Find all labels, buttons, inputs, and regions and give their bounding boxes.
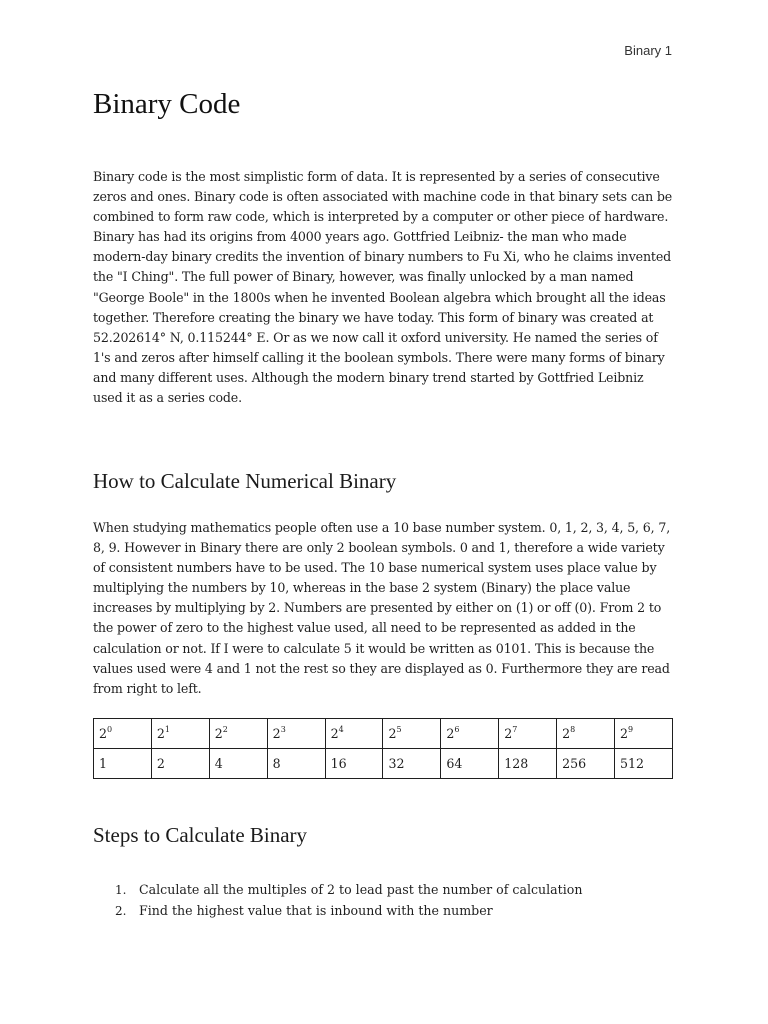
table-cell-power: $2^6$ (441, 719, 499, 749)
table-cell-value: 128 (499, 749, 557, 779)
table-cell-value: 1 (94, 749, 152, 779)
table-cell-value: 32 (383, 749, 441, 779)
table-row-exponents (94, 719, 673, 749)
table-row-values (94, 749, 673, 779)
intro-paragraph: Binary code is the most simplistic form of data. It is represented by a series of consecutive zeros and ones. Binary code is often associated with machine code in that binary sets can be combined to form raw code, which is interpreted by a computer or other piece of hardware. Binary has had its origins from 4000 years ago. Gottfried Leibniz- the man who made modern-day binary credits the invention of binary numbers to Fu Xi, who he claims invented the "I Ching". The full power of Binary, however, was finally unlocked by a man named "George Boole" in the 1800s when he invented Boolean algebra which brought all the ideas together. Therefore creating the binary we have today. This form of binary was created at 52.202614° N, 0.115244° E. Or as we now call it oxford university. He named the series of 1's and zeros after himself calling it the boolean symbols. There were many forms of binary and many different uses. Although the modern binary trend started by Gottfried Leibniz used it as a series code. (93, 169, 673, 406)
table-cell-power: $2^5$ (383, 719, 441, 749)
section-heading-steps: Steps to Calculate Binary (93, 823, 308, 847)
table-cell-power: $2^3$ (267, 719, 325, 749)
table-cell-power: $2^4$ (325, 719, 383, 749)
calculate-paragraph: When studying mathematics people often use a 10 base number system. 0, 1, 2, 3, 4, 5, 6, 7, 8, 9. However in Binary there are only 2 boolean symbols. 0 and 1, therefore a wide variety of consistent numbers have to be used. The 10 base numerical system uses place value by multiplying the numbers by 10, whereas in the base 2 system (Binary) the place value increases by multiplying by 2. Numbers are presented by either on (1) or off (0). From 2 to the power of zero to the highest value used, all need to be represented as added in the calculation or not. If I were to calculate 5 it would be written as 0101. This is because the values used were 4 and 1 not the rest so they are displayed as 0. Furthermore they are read from right to left. (93, 520, 671, 696)
table-cell-power: $2^2$ (209, 719, 267, 749)
table-cell-value: 512 (615, 749, 673, 779)
document-title: Binary Code (93, 88, 241, 120)
table-cell-power: $2^1$ (151, 719, 209, 749)
table-cell-power: $2^0$ (94, 719, 152, 749)
table-cell-value: 64 (441, 749, 499, 779)
section-heading-calculate: How to Calculate Numerical Binary (93, 469, 397, 493)
list-item: Find the highest value that is inbound with the number (139, 902, 493, 918)
steps-list (93, 880, 699, 921)
table-cell-value: 256 (557, 749, 615, 779)
table-cell-value: 8 (267, 749, 325, 779)
table-cell-power: $2^7$ (499, 719, 557, 749)
table-cell-value: 2 (151, 749, 209, 779)
powers-of-two-table (93, 718, 673, 779)
table-cell-power: $2^8$ (557, 719, 615, 749)
list-item: Calculate all the multiples of 2 to lead past the number of calculation (139, 882, 583, 897)
table-cell-value: 4 (209, 749, 267, 779)
table-cell-value: 16 (325, 749, 383, 779)
running-header: Binary 1 (624, 43, 672, 58)
table-cell-power: $2^9$ (615, 719, 673, 749)
